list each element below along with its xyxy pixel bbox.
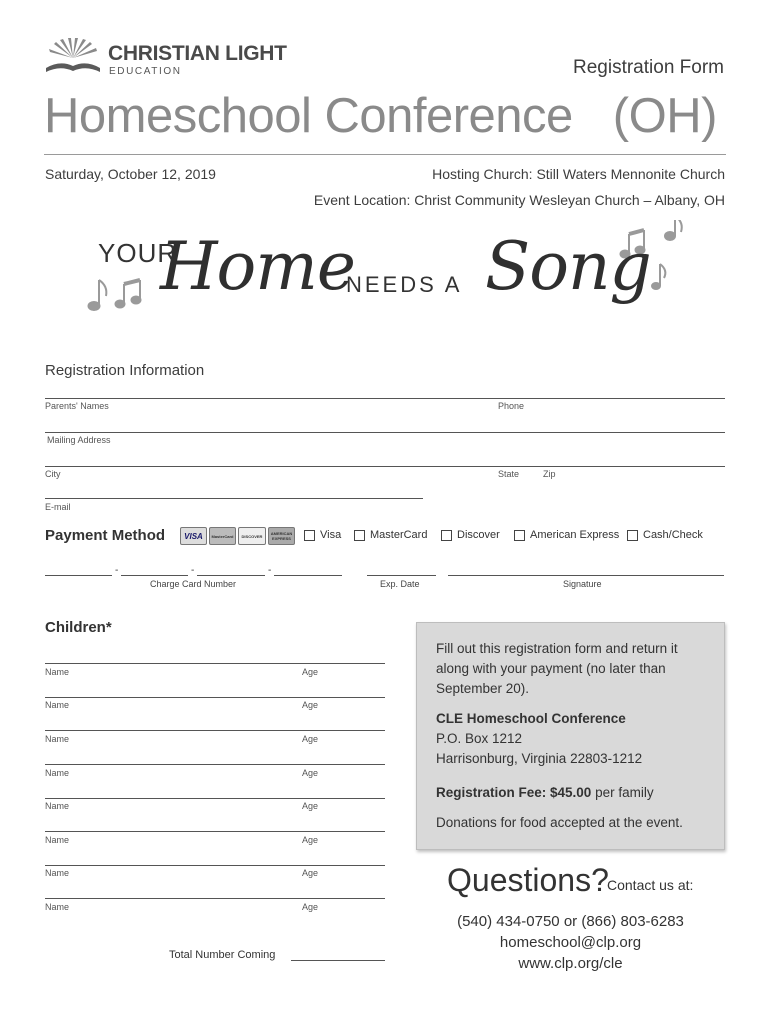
child-age-label: Age bbox=[302, 734, 319, 744]
total-number-field[interactable] bbox=[291, 960, 385, 961]
payment-heading: Payment Method bbox=[45, 527, 166, 544]
payment-option-visa[interactable] bbox=[304, 529, 341, 541]
child-age-label: Age bbox=[302, 700, 319, 710]
form-type-label: Registration Form bbox=[573, 57, 724, 78]
child-field-2[interactable] bbox=[45, 710, 385, 730]
child-field-6[interactable] bbox=[45, 845, 385, 865]
divider bbox=[45, 466, 725, 467]
phone-field[interactable] bbox=[498, 412, 724, 432]
child-age-label: Age bbox=[302, 667, 319, 677]
option-label: Visa bbox=[320, 529, 342, 541]
title-divider bbox=[44, 154, 726, 155]
phone-label: Phone bbox=[498, 401, 525, 411]
event-date: Saturday, October 12, 2019 bbox=[45, 166, 216, 182]
host-value: Still Waters Mennonite Church bbox=[536, 166, 725, 182]
fee-suffix: per family bbox=[591, 785, 654, 800]
exp-date-label: Exp. Date bbox=[380, 579, 420, 589]
divider bbox=[45, 798, 385, 799]
child-name-label: Name bbox=[45, 667, 70, 677]
option-label: American Express bbox=[530, 529, 620, 541]
mailing-address-line-2: Harrisonburg, Virginia 22803-1212 bbox=[436, 751, 643, 766]
child-name-label: Name bbox=[45, 801, 70, 811]
checkbox[interactable] bbox=[441, 530, 452, 541]
instructions-text: Fill out this registration form and return it along with your payment (no later than September 20). bbox=[436, 641, 678, 696]
payment-option-mastercard[interactable] bbox=[354, 529, 427, 541]
child-name-label: Name bbox=[45, 734, 70, 744]
discover-logo: DISCOVER bbox=[238, 527, 266, 545]
logo-subtitle: EDUCATION bbox=[109, 66, 182, 77]
mailing-address-field[interactable] bbox=[45, 446, 725, 466]
payment-option-discover[interactable] bbox=[441, 529, 500, 541]
checkbox[interactable] bbox=[304, 530, 315, 541]
parents-names-field[interactable] bbox=[45, 412, 495, 432]
host-label: Hosting Church: bbox=[432, 166, 533, 182]
child-age-label: Age bbox=[302, 801, 319, 811]
title-main: Homeschool Conference bbox=[44, 89, 573, 143]
divider bbox=[45, 498, 423, 499]
option-label: Discover bbox=[457, 529, 500, 541]
card-number-segment-2[interactable] bbox=[121, 575, 188, 576]
card-number-segment-4[interactable] bbox=[274, 575, 342, 576]
divider bbox=[45, 898, 385, 899]
questions-heading: Questions? bbox=[447, 862, 609, 898]
zip-field[interactable] bbox=[543, 480, 723, 498]
contact-label: Contact us at: bbox=[607, 877, 694, 893]
child-age-label: Age bbox=[302, 868, 319, 878]
divider bbox=[45, 663, 385, 664]
contact-website[interactable]: www.clp.org/cle bbox=[518, 955, 623, 972]
mailing-org: CLE Homeschool Conference bbox=[436, 711, 626, 726]
mailing-address-line-1: P.O. Box 1212 bbox=[436, 731, 523, 746]
card-number-label: Charge Card Number bbox=[150, 579, 237, 589]
city-label: City bbox=[45, 469, 61, 479]
payment-option-amex[interactable] bbox=[514, 529, 619, 541]
registration-fee bbox=[436, 783, 706, 803]
child-field-8[interactable] bbox=[45, 912, 385, 930]
event-location bbox=[314, 192, 725, 208]
checkbox[interactable] bbox=[627, 530, 638, 541]
dash: - bbox=[115, 565, 119, 576]
child-field-5[interactable] bbox=[45, 811, 385, 831]
child-name-label: Name bbox=[45, 868, 70, 878]
signature-field[interactable] bbox=[448, 575, 724, 576]
email-field[interactable] bbox=[45, 480, 423, 498]
location-value: Christ Community Wesleyan Church – Albany, OH bbox=[414, 192, 725, 208]
card-number-segment-1[interactable] bbox=[45, 575, 112, 576]
mailing-address-label: Mailing Address bbox=[47, 435, 111, 445]
email-label: E-mail bbox=[45, 502, 71, 512]
signature-label: Signature bbox=[563, 579, 602, 589]
option-label: Cash/Check bbox=[643, 529, 703, 541]
logo-icon bbox=[44, 38, 102, 76]
child-field-7[interactable] bbox=[45, 878, 385, 898]
banner-song: Song bbox=[485, 228, 651, 305]
total-number-label: Total Number Coming bbox=[169, 949, 276, 961]
card-number-segment-3[interactable] bbox=[197, 575, 265, 576]
banner-your: YOUR bbox=[98, 238, 178, 268]
dash: - bbox=[191, 565, 195, 576]
visa-logo: VISA bbox=[180, 527, 207, 545]
payment-option-cash-check[interactable] bbox=[627, 529, 703, 541]
card-logos bbox=[180, 527, 295, 545]
contact-phones: (540) 434-0750 or (866) 803-6283 bbox=[457, 913, 684, 930]
child-field-3[interactable] bbox=[45, 744, 385, 764]
child-age-label: Age bbox=[302, 835, 319, 845]
banner-needs: NEEDS A bbox=[346, 272, 463, 297]
child-field-1[interactable] bbox=[45, 677, 385, 697]
state-field[interactable] bbox=[498, 480, 540, 498]
contact-email[interactable]: homeschool@clp.org bbox=[499, 934, 642, 951]
divider bbox=[45, 398, 725, 399]
banner-home: Home bbox=[160, 228, 355, 305]
exp-date-field[interactable] bbox=[367, 575, 436, 576]
page-title bbox=[44, 88, 717, 144]
dash: - bbox=[268, 565, 272, 576]
child-field-4[interactable] bbox=[45, 778, 385, 798]
children-heading: Children* bbox=[45, 619, 112, 636]
divider bbox=[45, 764, 385, 765]
hosting-church bbox=[432, 166, 725, 182]
child-name-label: Name bbox=[45, 768, 70, 778]
donations-note: Donations for food accepted at the event. bbox=[436, 815, 683, 830]
parents-names-label: Parents' Names bbox=[45, 401, 109, 411]
child-age-label: Age bbox=[302, 902, 319, 912]
divider bbox=[45, 697, 385, 698]
child-name-label: Name bbox=[45, 700, 70, 710]
location-label: Event Location: bbox=[313, 192, 411, 208]
divider bbox=[45, 730, 385, 731]
divider bbox=[45, 865, 385, 866]
state-label: State bbox=[498, 469, 520, 479]
divider bbox=[45, 432, 725, 433]
instructions-box bbox=[416, 622, 725, 850]
logo-name: CHRISTIAN LIGHT bbox=[108, 42, 287, 65]
registration-heading: Registration Information bbox=[45, 362, 205, 379]
checkbox[interactable] bbox=[354, 530, 365, 541]
option-label: MasterCard bbox=[370, 529, 428, 541]
child-name-label: Name bbox=[45, 902, 70, 912]
child-age-label: Age bbox=[302, 768, 319, 778]
fee-amount: Registration Fee: $45.00 bbox=[436, 785, 592, 800]
checkbox[interactable] bbox=[514, 530, 525, 541]
mastercard-logo: MasterCard bbox=[209, 527, 236, 545]
child-name-label: Name bbox=[45, 835, 70, 845]
title-state: (OH) bbox=[612, 89, 717, 143]
divider bbox=[45, 831, 385, 832]
amex-logo: AMERICAN EXPRESS bbox=[268, 527, 295, 545]
zip-label: Zip bbox=[543, 469, 556, 479]
